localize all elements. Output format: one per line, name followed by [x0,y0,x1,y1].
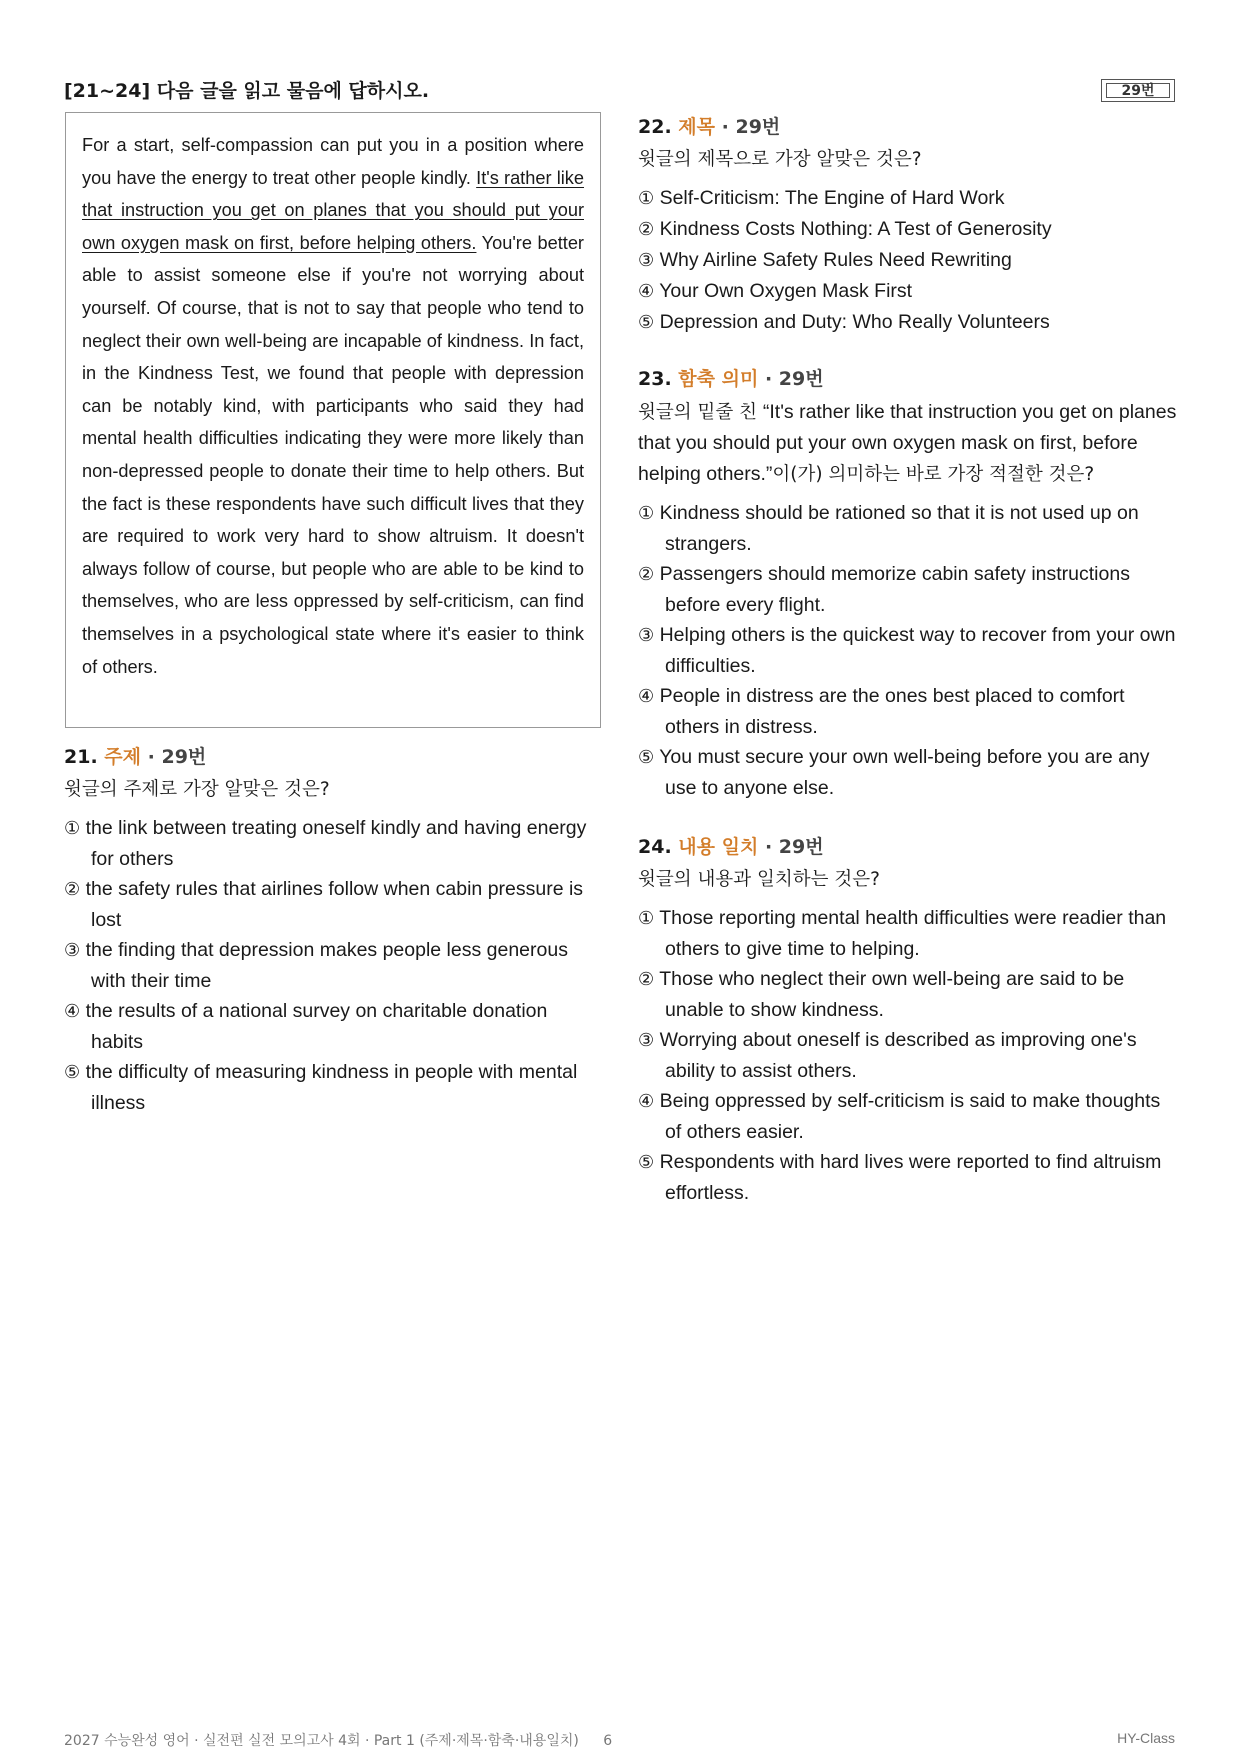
footer-brand: HY-Class [1117,1730,1175,1746]
option-4[interactable] [64,996,604,1057]
option-3[interactable] [638,245,1178,276]
option-mark: ① [638,188,655,209]
option-mark: ⑤ [638,1152,655,1173]
passage-text [82,129,584,683]
prompt-quote: “It's rather like that instruction you get on planes that you should put your own oxygen mask on first, before helping others.” [638,401,1177,485]
option-3[interactable] [64,935,604,996]
option-text: Depression and Duty: Who Really Volunteers [659,311,1050,333]
option-5[interactable] [638,307,1178,338]
option-2[interactable] [64,874,604,935]
question-header [64,744,604,770]
option-mark: ⑤ [638,312,655,333]
option-text: Kindness should be rationed so that it is not used up on strangers. [659,502,1139,555]
option-text: the safety rules that airlines follow when cabin pressure is lost [85,878,584,931]
option-text: Those reporting mental health difficulties were readier than others to give time to helping. [659,907,1167,960]
option-mark: ③ [638,250,655,271]
option-text: Being oppressed by self-criticism is said to make thoughts of others easier. [659,1090,1161,1143]
option-text: the results of a national survey on charitable donation habits [85,1000,548,1053]
option-1[interactable] [638,903,1178,964]
passage-underlined: It's rather like that instruction you get on planes that you should put your own oxygen mask on first, before helping others. [82,167,584,253]
question-source: 29번 [735,116,781,138]
option-mark: ⑤ [638,747,655,768]
option-list [64,813,604,1118]
question-22 [638,114,1178,338]
option-mark: ① [638,503,655,524]
source-badge [1101,79,1175,102]
option-5[interactable] [638,1147,1178,1208]
question-number: 23. [638,368,672,390]
question-prompt [638,397,1178,490]
footer-title: 2027 수능완성 영어 · 실전편 실전 모의고사 4회 · Part 1 (주제·제목·함축·내용일치) [64,1733,579,1749]
question-23 [638,366,1178,803]
option-list [638,498,1178,803]
option-4[interactable] [638,276,1178,307]
question-source: 29번 [778,836,824,858]
question-source: 29번 [161,746,207,768]
option-mark: ② [638,969,655,990]
option-1[interactable] [638,183,1178,214]
separator-dot: · [764,368,773,390]
option-5[interactable] [64,1057,604,1118]
separator-dot: · [764,836,773,858]
option-mark: ③ [64,940,81,961]
option-text: Worrying about oneself is described as improving one's ability to assist others. [659,1029,1137,1082]
question-type: 내용 일치 [678,836,759,858]
option-mark: ④ [638,686,655,707]
option-1[interactable] [638,498,1178,559]
option-text: Helping others is the quickest way to recover from your own difficulties. [659,624,1176,677]
question-header [638,114,1178,140]
option-text: the difficulty of measuring kindness in people with mental illness [85,1061,578,1114]
question-number: 24. [638,836,672,858]
question-header [638,834,1178,860]
question-header [638,366,1178,392]
source-badge-label: 29번 [1106,83,1170,98]
option-text: Why Airline Safety Rules Need Rewriting [659,249,1012,271]
option-mark: ③ [638,625,655,646]
option-text: Respondents with hard lives were reported to find altruism effortless. [659,1151,1162,1204]
option-3[interactable] [638,620,1178,681]
option-2[interactable] [638,559,1178,620]
option-4[interactable] [638,681,1178,742]
footer [64,1730,612,1750]
option-text: Self-Criticism: The Engine of Hard Work [659,187,1005,209]
option-text: the link between treating oneself kindly and having energy for others [85,817,587,870]
option-text: Kindness Costs Nothing: A Test of Generosity [659,218,1052,240]
option-1[interactable] [64,813,604,874]
option-mark: ④ [64,1001,81,1022]
option-text: Those who neglect their own well-being are said to be unable to show kindness. [659,968,1125,1021]
option-text: You must secure your own well-being before you are any use to anyone else. [659,746,1150,799]
option-mark: ④ [638,1091,655,1112]
question-24 [638,834,1178,1208]
option-mark: ② [64,879,81,900]
question-prompt: 윗글의 내용과 일치하는 것은? [638,869,880,890]
passage-box [65,112,601,728]
option-3[interactable] [638,1025,1178,1086]
question-prompt: 윗글의 주제로 가장 알맞은 것은? [64,779,330,800]
question-type: 함축 의미 [678,368,759,390]
option-text: Your Own Oxygen Mask First [659,280,913,302]
option-mark: ② [638,564,655,585]
option-mark: ③ [638,1030,655,1051]
question-number: 22. [638,116,672,138]
question-21 [64,744,604,1118]
option-4[interactable] [638,1086,1178,1147]
question-type: 주제 [104,746,142,768]
page-number: 6 [603,1733,613,1749]
option-mark: ① [64,818,81,839]
option-mark: ① [638,908,655,929]
prompt-tail: 이(가) 의미하는 바로 가장 적절한 것은? [772,464,1095,485]
option-text: the finding that depression makes people less generous with their time [85,939,568,992]
question-number: 21. [64,746,98,768]
option-list [638,903,1178,1208]
option-mark: ⑤ [64,1062,81,1083]
option-text: Passengers should memorize cabin safety instructions before every flight. [659,563,1130,616]
separator-dot: · [147,746,155,768]
prompt-lead: 윗글의 밑줄 친 [638,402,763,423]
question-prompt: 윗글의 제목으로 가장 알맞은 것은? [638,149,922,170]
option-list [638,183,1178,338]
separator-dot: · [721,116,729,138]
section-heading: [21~24] 다음 글을 읽고 물음에 답하시오. [64,80,430,102]
passage-after: You're better able to assist someone else if you're not worrying about yourself. Of course, that is not to say that people who tend to neglect their own well-being are incapable of kindness. In fact, in the Kindness Test, we found that people with depression can be notably kind, with participants who said they had mental health difficulties indicating they were more likely than non-depressed people to donate their time to help others. But the fact is these respondents have such difficult lives that they are required to work very hard to show altruism. It doesn't always follow of course, but people who are able to be kind to themselves, who are less oppressed by self-criticism, can find themselves in a psychological state where it's easier to think of others. [82,232,584,677]
option-mark: ④ [638,281,655,302]
option-2[interactable] [638,214,1178,245]
option-text: People in distress are the ones best placed to comfort others in distress. [659,685,1125,738]
passage-before: For a start, self-compassion can put you in a position where you have the energy to treat other people kindly. [82,135,584,188]
option-2[interactable] [638,964,1178,1025]
question-type: 제목 [678,116,716,138]
option-5[interactable] [638,742,1178,803]
question-source: 29번 [778,368,824,390]
option-mark: ② [638,219,655,240]
